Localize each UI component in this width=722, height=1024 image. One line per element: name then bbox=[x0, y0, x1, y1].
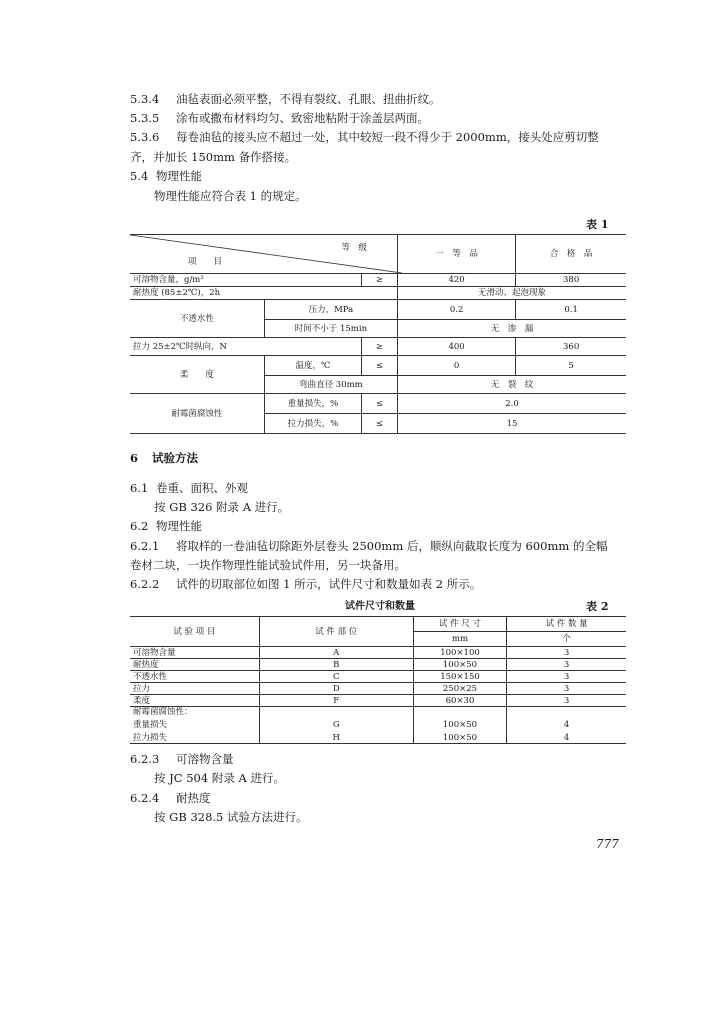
row-imperm-p-first: 0.2 bbox=[397, 300, 515, 320]
clause-text: 每卷油毡的接头应不超过一处，其中较短一段不得少于 2000mm，接头处应剪切整 bbox=[176, 130, 599, 144]
clause-number: 6.1 bbox=[130, 481, 149, 495]
t2-mildew-size1: 100×50 bbox=[442, 720, 478, 730]
t2-header-size-unit: mm bbox=[451, 634, 469, 644]
section-number: 6 bbox=[130, 451, 139, 465]
t2-mildew-count1: 4 bbox=[563, 720, 570, 730]
row-heat-label: 耐热度 (85±2℃)，2h bbox=[130, 287, 397, 300]
clause-text: 耐热度 bbox=[176, 791, 211, 805]
clause-6-1-text: 按 GB 326 附录 A 进行。 bbox=[154, 500, 290, 514]
table-row bbox=[130, 647, 626, 659]
t2-item: 可溶物含量 bbox=[130, 647, 259, 659]
t2-mildew-count2: 4 bbox=[563, 733, 570, 743]
table-2 bbox=[130, 616, 626, 744]
t2-size: 60×30 bbox=[413, 695, 507, 707]
page-number: 777 bbox=[596, 837, 619, 851]
table-row bbox=[130, 671, 626, 683]
t2-header-part: 试 件 部 位 bbox=[259, 617, 413, 647]
t2-header-size bbox=[413, 617, 507, 647]
t2-part: C bbox=[259, 671, 413, 683]
header-qualified: 合 格 品 bbox=[516, 235, 626, 274]
row-mildew-label: 耐霉菌腐蚀性 bbox=[130, 394, 264, 434]
row-imperm-time-val: 无 渗 漏 bbox=[397, 320, 626, 338]
t2-mildew-part bbox=[259, 707, 413, 744]
table-row bbox=[130, 707, 626, 744]
t2-header-count bbox=[507, 617, 626, 647]
t2-mildew-label: 耐霉菌腐蚀性： bbox=[133, 707, 193, 717]
section-6 bbox=[130, 451, 198, 465]
row-imperm-p-qual: 0.1 bbox=[516, 300, 626, 320]
clause-text: 将取样的一卷油毡切除距外层卷头 2500mm 后，顺纵向截取长度为 600mm 的全幅 bbox=[176, 539, 608, 553]
row-mildew-tens: 拉力损失，% bbox=[264, 414, 361, 434]
row-soluble-label: 可溶物含量，g/m² bbox=[130, 274, 361, 287]
clause-number: 5.3.5 bbox=[130, 111, 160, 125]
t2-count: 3 bbox=[507, 683, 626, 695]
table2-title: 试件尺寸和数量 bbox=[345, 601, 415, 612]
table1-caption: 表 1 bbox=[586, 218, 609, 231]
table1-header-diagonal bbox=[130, 235, 397, 274]
clause-6-2-3 bbox=[130, 752, 234, 766]
clause-text: 物理性能 bbox=[156, 519, 202, 533]
t2-item: 不透水性 bbox=[130, 671, 259, 683]
row-mildew-mass: 重量损失，% bbox=[264, 394, 361, 414]
clause-6-1 bbox=[130, 481, 248, 495]
row-soluble-qualified: 380 bbox=[516, 274, 626, 287]
clause-text: 涂布或撒布材料均匀、致密地粘附于涂盖层两面。 bbox=[176, 111, 429, 125]
clause-number: 6.2 bbox=[130, 519, 149, 533]
diagonal-line bbox=[130, 235, 402, 273]
header-item: 项 目 bbox=[188, 257, 223, 267]
row-tensile-first: 400 bbox=[397, 338, 515, 356]
table-row bbox=[130, 683, 626, 695]
t2-header-size-label: 试 件 尺 寸 bbox=[414, 617, 507, 632]
row-mildew-mass-sym: ≤ bbox=[361, 394, 397, 414]
clause-5-4 bbox=[130, 169, 202, 183]
clause-text: 卷重、面积、外观 bbox=[156, 481, 248, 495]
clause-5-3-6 bbox=[130, 130, 599, 144]
clause-6-2-1 bbox=[130, 539, 607, 553]
table-row bbox=[130, 659, 626, 671]
t2-mildew-size bbox=[413, 707, 507, 744]
clause-text: 物理性能 bbox=[156, 169, 202, 183]
t2-size: 100×100 bbox=[413, 647, 507, 659]
clause-5-3-4 bbox=[130, 92, 441, 106]
row-mildew-tens-sym: ≤ bbox=[361, 414, 397, 434]
t2-mildew-count bbox=[507, 707, 626, 744]
t2-item: 拉力 bbox=[130, 683, 259, 695]
header-grade: 等 级 bbox=[341, 243, 367, 253]
header-first-grade: 一 等 品 bbox=[397, 235, 515, 274]
row-soluble-sym: ≥ bbox=[361, 274, 397, 287]
row-flex-bend-val: 无 裂 纹 bbox=[397, 376, 626, 394]
clause-5-4-text: 物理性能应符合表 1 的规定。 bbox=[154, 189, 307, 203]
row-imperm-time: 时间不小于 15min bbox=[264, 320, 397, 338]
clause-5-3-5 bbox=[130, 111, 429, 125]
clause-text: 油毡表面必须平整，不得有裂纹、孔眼、扭曲折纹。 bbox=[176, 92, 441, 106]
row-tensile-label: 拉力 25±2℃时纵向，N bbox=[130, 338, 361, 356]
row-tensile-sym: ≥ bbox=[361, 338, 397, 356]
clause-text: 试件的切取部位如图 1 所示，试件尺寸和数量如表 2 所示。 bbox=[176, 577, 482, 591]
row-tensile-qualified: 360 bbox=[516, 338, 626, 356]
t2-mildew-part2: H bbox=[332, 733, 340, 743]
t2-size: 150×150 bbox=[413, 671, 507, 683]
clause-number: 6.2.3 bbox=[130, 752, 160, 766]
row-imperm-pressure: 压力，MPa bbox=[264, 300, 397, 320]
clause-number: 6.2.2 bbox=[130, 577, 160, 591]
clause-number: 5.3.4 bbox=[130, 92, 160, 106]
table-row bbox=[130, 695, 626, 707]
section-title: 试验方法 bbox=[152, 451, 198, 465]
t2-count: 3 bbox=[507, 659, 626, 671]
t2-mildew-item bbox=[130, 707, 259, 744]
row-flex-bend: 弯曲直径 30mm bbox=[264, 376, 397, 394]
row-mildew-tens-val: 15 bbox=[397, 414, 626, 434]
row-heat-value: 无滑动、起泡现象 bbox=[397, 287, 626, 300]
clause-6-2-4-text: 按 GB 328.5 试验方法进行。 bbox=[154, 810, 308, 824]
t2-header-count-label: 试 件 数 量 bbox=[507, 617, 626, 632]
t2-part: A bbox=[259, 647, 413, 659]
t2-mildew-sub2: 拉力损失 bbox=[133, 733, 168, 743]
clause-number: 6.2.4 bbox=[130, 791, 160, 805]
row-flex-label: 柔 度 bbox=[130, 356, 264, 394]
t2-size: 100×50 bbox=[413, 659, 507, 671]
clause-number: 5.3.6 bbox=[130, 130, 160, 144]
t2-count: 3 bbox=[507, 695, 626, 707]
table-1 bbox=[130, 234, 626, 434]
t2-size: 250×25 bbox=[413, 683, 507, 695]
row-soluble-first: 420 bbox=[397, 274, 515, 287]
row-flex-temp: 温度，℃ bbox=[264, 356, 361, 376]
t2-count: 3 bbox=[507, 647, 626, 659]
row-flex-temp-qual: 5 bbox=[516, 356, 626, 376]
t2-mildew-part1: G bbox=[332, 720, 340, 730]
row-mildew-mass-val: 2.0 bbox=[397, 394, 626, 414]
table2-caption: 表 2 bbox=[586, 600, 609, 613]
row-imperm-label: 不透水性 bbox=[130, 300, 264, 338]
clause-text: 可溶物含量 bbox=[176, 752, 234, 766]
clause-5-3-6-cont: 齐，并加长 150mm 备作搭接。 bbox=[130, 150, 297, 164]
clause-6-2 bbox=[130, 519, 202, 533]
t2-mildew-sub1: 重量损失 bbox=[133, 720, 168, 730]
row-flex-temp-first: 0 bbox=[397, 356, 515, 376]
t2-part: F bbox=[259, 695, 413, 707]
clause-6-2-3-text: 按 JC 504 附录 A 进行。 bbox=[154, 771, 285, 785]
t2-mildew-size2: 100×50 bbox=[442, 733, 478, 743]
t2-header-item: 试 验 项 目 bbox=[130, 617, 259, 647]
t2-part: D bbox=[259, 683, 413, 695]
clause-6-2-2 bbox=[130, 577, 481, 591]
clause-number: 5.4 bbox=[130, 169, 149, 183]
t2-header-count-unit: 个 bbox=[562, 634, 571, 644]
row-flex-temp-sym: ≤ bbox=[361, 356, 397, 376]
t2-count: 3 bbox=[507, 671, 626, 683]
clause-6-2-4 bbox=[130, 791, 211, 805]
clause-6-2-1-cont: 卷材二块，一块作物理性能试验试件用，另一块备用。 bbox=[130, 558, 406, 572]
t2-item: 耐热度 bbox=[130, 659, 259, 671]
t2-item: 柔度 bbox=[130, 695, 259, 707]
t2-part: B bbox=[259, 659, 413, 671]
clause-number: 6.2.1 bbox=[130, 539, 160, 553]
